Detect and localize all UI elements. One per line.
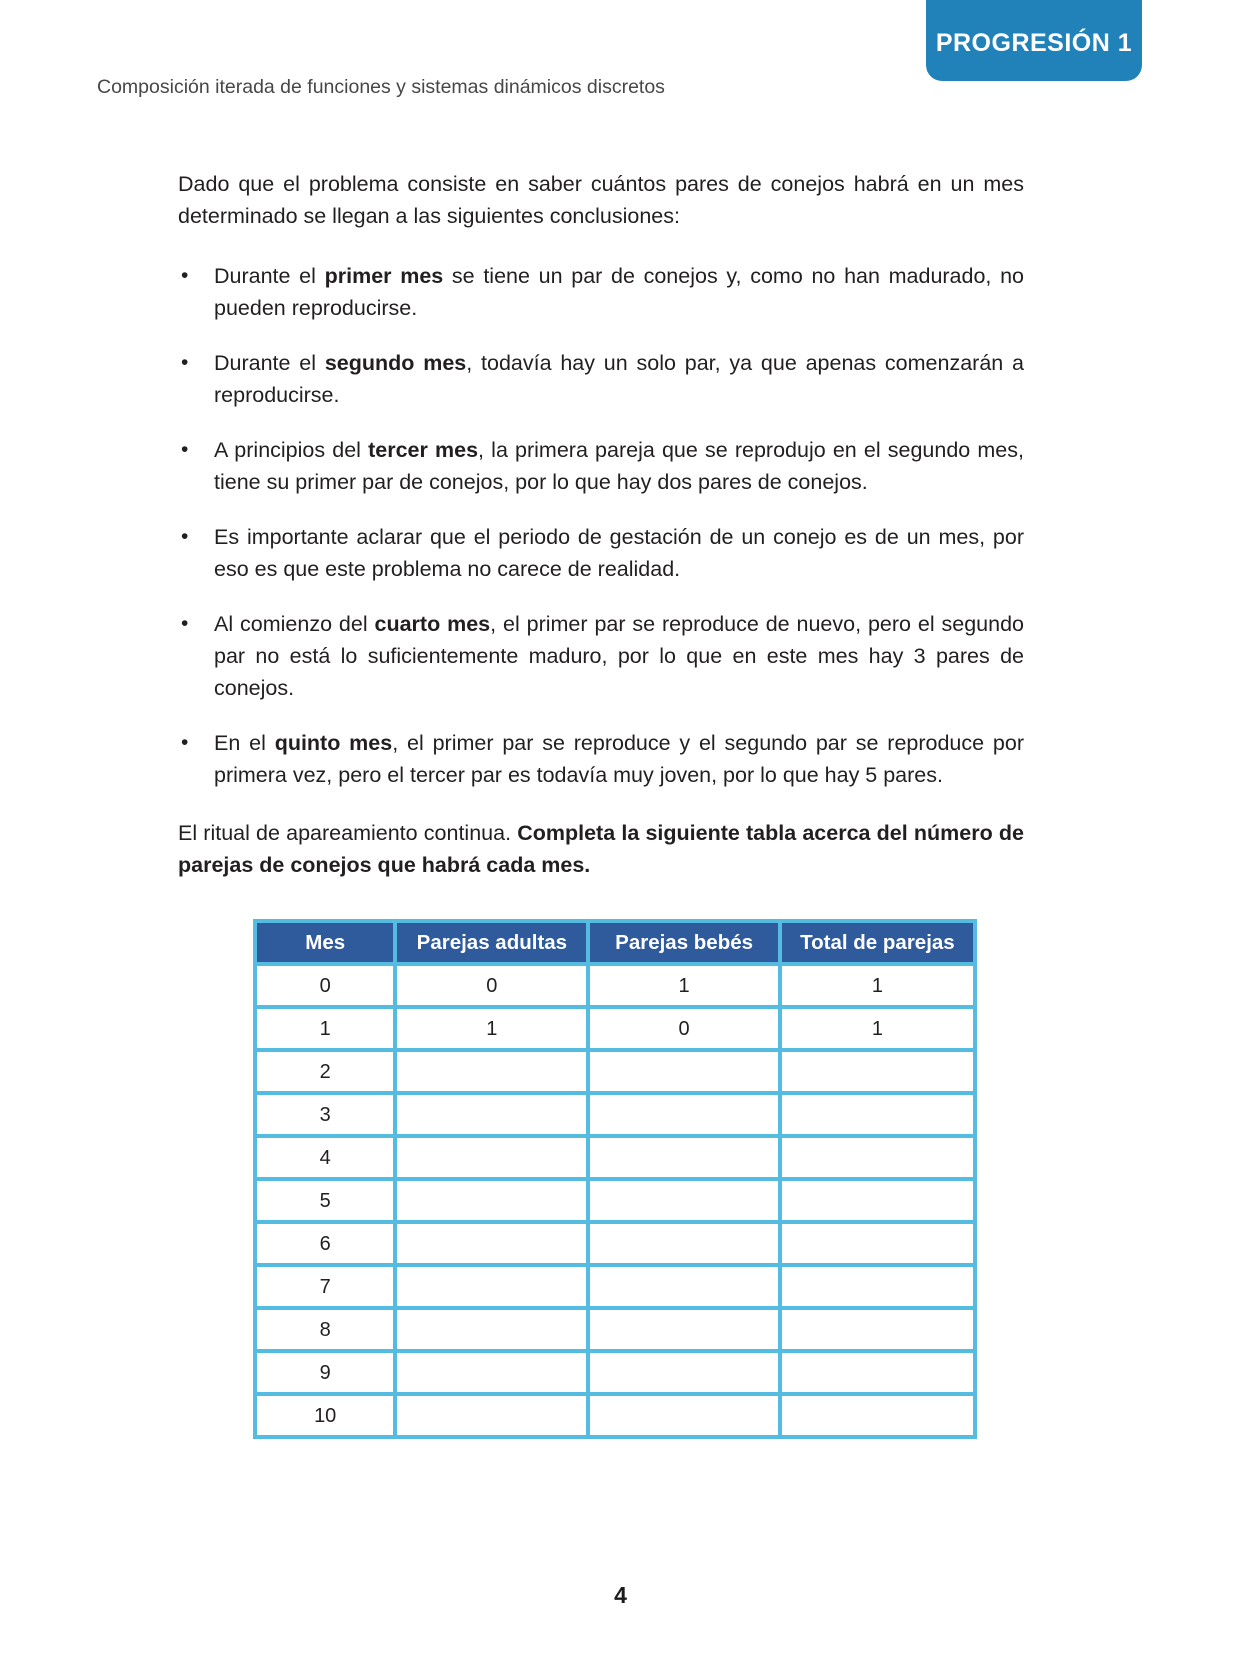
value-cell [780,1179,975,1222]
list-item [178,347,1024,411]
value-cell: 0 [588,1007,780,1050]
value-cell [588,1308,780,1351]
bullet-text: , el primer par se reproduce y el segundo par se reproduce por primera vez, pero el tercer par es todavía muy joven, por lo que hay 5 pares. [214,731,1024,787]
closing-text: El ritual de apareamiento continua. [178,821,518,845]
value-cell: 1 [588,964,780,1007]
main-content [178,168,1024,1439]
value-cell: 1 [780,1007,975,1050]
month-cell: 7 [255,1265,395,1308]
value-cell [588,1394,780,1437]
value-cell: 0 [395,964,588,1007]
month-cell: 10 [255,1394,395,1437]
month-cell: 4 [255,1136,395,1179]
bullet-text: Al comienzo del [214,612,375,636]
closing-instruction-bold: Completa la siguiente tabla acerca del número de parejas de conejos que habrá cada mes. [178,821,1024,877]
bullet-text: se tiene un par de conejos y, como no han madurado, no pueden reproducirse. [214,264,1025,320]
value-cell [395,1179,588,1222]
bullet-bold-text: tercer mes [368,438,479,462]
value-cell [588,1136,780,1179]
bullet-bold-text: cuarto mes [374,612,491,636]
value-cell [395,1394,588,1437]
closing-paragraph [178,817,1024,881]
table-row [255,1007,975,1050]
value-cell [780,1222,975,1265]
value-cell [588,1265,780,1308]
table-row [255,1093,975,1136]
column-header: Total de parejas [780,921,975,964]
month-cell: 9 [255,1351,395,1394]
table-row [255,1179,975,1222]
bullet-text: , la primera pareja que se reprodujo en el segundo mes, tiene su primer par de conejos, por lo que hay dos pares de conejos. [214,438,1024,494]
value-cell: 1 [395,1007,588,1050]
value-cell: 1 [780,964,975,1007]
month-cell: 8 [255,1308,395,1351]
table-row [255,1050,975,1093]
value-cell [395,1136,588,1179]
month-cell: 2 [255,1050,395,1093]
column-header: Mes [255,921,395,964]
table-row [255,1351,975,1394]
table-row [255,1136,975,1179]
value-cell [780,1093,975,1136]
table-row [255,1308,975,1351]
value-cell [780,1050,975,1093]
value-cell [780,1136,975,1179]
table-body [255,964,975,1437]
month-cell: 5 [255,1179,395,1222]
value-cell [588,1351,780,1394]
list-item [178,727,1024,791]
value-cell [780,1308,975,1351]
table-row [255,964,975,1007]
table-row [255,1265,975,1308]
value-cell [588,1050,780,1093]
column-header: Parejas adultas [395,921,588,964]
month-cell: 1 [255,1007,395,1050]
list-item [178,521,1024,585]
conclusions-list [178,260,1024,791]
month-cell: 6 [255,1222,395,1265]
value-cell [395,1050,588,1093]
table-header-row [255,921,975,964]
value-cell [395,1351,588,1394]
running-head-title: Composición iterada de funciones y sistemas dinámicos discretos [97,76,665,98]
bullet-text: , todavía hay un solo par, ya que apenas comenzarán a reproducirse. [214,351,1024,407]
bullet-text: Es importante aclarar que el periodo de gestación de un conejo es de un mes, por eso es que este problema no carece de realidad. [214,525,1024,581]
bullet-bold-text: segundo mes [324,351,467,375]
bullet-bold-text: primer mes [324,264,444,288]
table-row [255,1394,975,1437]
value-cell [395,1265,588,1308]
intro-paragraph: Dado que el problema consiste en saber cuántos pares de conejos habrá en un mes determinado se llegan a las siguientes conclusiones: [178,172,1024,228]
progression-badge-label: PROGRESIÓN 1 [935,29,1133,57]
rabbit-pairs-table [253,919,977,1439]
value-cell [588,1179,780,1222]
value-cell [780,1351,975,1394]
value-cell [395,1093,588,1136]
list-item [178,260,1024,324]
list-item [178,434,1024,498]
bullet-text: A principios del [214,438,369,462]
list-item [178,608,1024,704]
month-cell: 0 [255,964,395,1007]
bullet-text: En el [214,731,275,755]
value-cell [588,1093,780,1136]
bullet-text: , el primer par se reproduce de nuevo, pero el segundo par no está lo suficientemente maduro, por lo que en este mes hay 3 pares de conejos. [214,612,1024,700]
value-cell [780,1265,975,1308]
column-header: Parejas bebés [588,921,780,964]
value-cell [780,1394,975,1437]
bullet-text: Durante el [214,351,325,375]
value-cell [395,1308,588,1351]
value-cell [588,1222,780,1265]
month-cell: 3 [255,1093,395,1136]
bullet-text: Durante el [214,264,325,288]
value-cell [395,1222,588,1265]
table-row [255,1222,975,1265]
progression-badge [926,0,1142,81]
bullet-bold-text: quinto mes [274,731,393,755]
page-number: 4 [614,1582,627,1608]
